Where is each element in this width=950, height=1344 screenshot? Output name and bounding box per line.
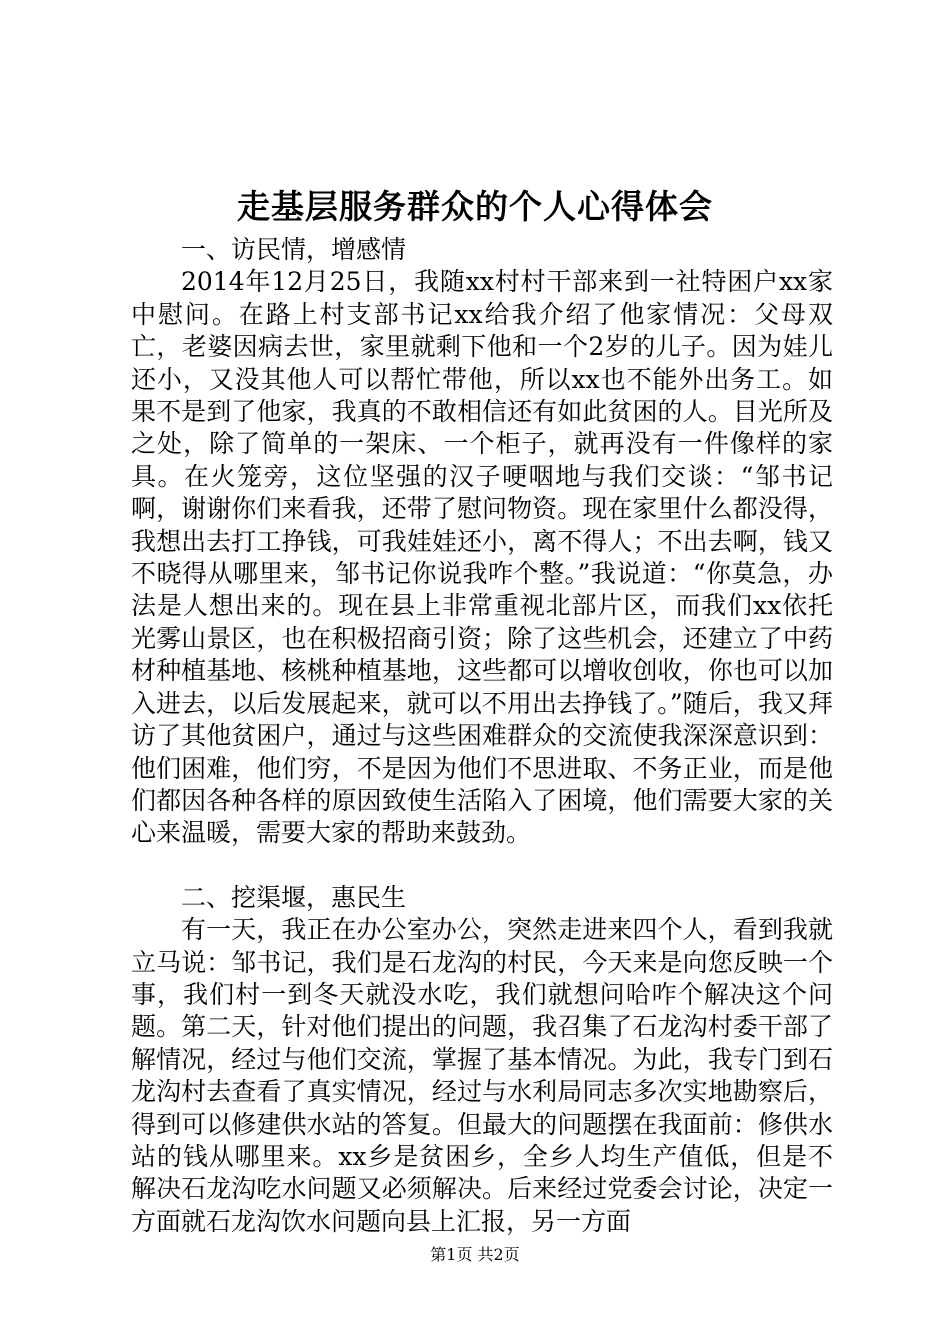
section-paragraph-1: 2014年12月25日，我随xx村村干部来到一社特困户xx家中慰问。在路上村支部书记xx给我介绍了他家情况：父母双亡，老婆因病去世，家里就剩下他和一个2岁的儿子。因为娃儿还小，又没其他人可以帮忙带他，所以xx也不能外出务工。如果不是到了他家，我真的不敢相信还有如此贫困的人。目光所及之处，除了简单的一架床、一个柜子，就再没有一件像样的家具。在火笼旁，这位坚强的汉子哽咽地与我们交谈：“邹书记啊，谢谢你们来看我，还带了慰问物资。现在家里什么都没得，我想出去打工挣钱，可我娃娃还小，离不得人；不出去啊，钱又不晓得从哪里来，邹书记你说我咋个整。”我说道：“你莫急，办法是人想出来的。现在县上非常重视北部片区，而我们xx依托光雾山景区，也在积极招商引资；除了这些机会，还建立了中药材种植基地、核桃种植基地，这些都可以增收创收，你也可以加入进去，以后发展起来，就可以不用出去挣钱了。”随后，我又拜访了其他贫困户，通过与这些困难群众的交流使我深深意识到：他们困难，他们穷，不是因为他们不思进取、不务正业，而是他们都因各种各样的原因致使生活陷入了困境，他们需要大家的关心来温暖，需要大家的帮助来鼓劲。 xyxy=(131,267,833,848)
document-title: 走基层服务群众的个人心得体会 xyxy=(237,187,713,226)
section-paragraph-2: 有一天，我正在办公室办公，突然走进来四个人，看到我就立马说：邹书记，我们是石龙沟的村民，今天来是向您反映一个事，我们村一到冬天就没水吃，我们就想问哈咋个解决这个问题。第二天，针对他们提出的问题，我召集了石龙沟村委干部了解情况，经过与他们交流，掌握了基本情况。为此，我专门到石龙沟村去查看了真实情况，经过与水利局同志多次实地勘察后，得到可以修建供水站的答复。但最大的问题摆在我面前：修供水站的钱从哪里来。xx乡是贫困乡，全乡人均生产值低，但是不解决石龙沟吃水问题又必须解决。后来经过党委会讨论，决定一方面就石龙沟饮水问题向县上汇报，另一方面 xyxy=(131,915,833,1236)
page-footer: 第1页 共2页 xyxy=(430,1245,520,1264)
document-body xyxy=(131,234,833,1238)
section-heading-1: 一、访民情，增感情 xyxy=(181,235,407,264)
paragraph-spacer xyxy=(131,850,833,882)
section-heading-2: 二、挖渠堰，惠民生 xyxy=(181,882,407,912)
